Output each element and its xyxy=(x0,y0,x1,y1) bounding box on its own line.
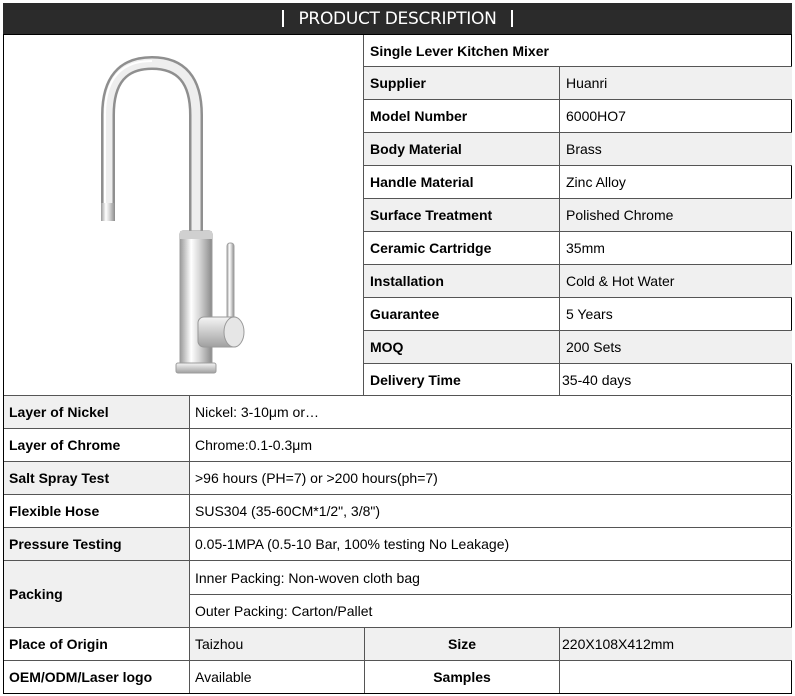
spec-value: Chrome:0.1-0.3μm xyxy=(195,437,312,453)
spec-value: 5 Years xyxy=(566,306,613,322)
spec-value: Zinc Alloy xyxy=(566,174,626,190)
packing-inner: Inner Packing: Non-woven cloth bag xyxy=(195,569,420,586)
grid-line xyxy=(4,395,792,396)
samples-label: Samples xyxy=(433,669,491,685)
spec-value: SUS304 (35-60CM*1/2", 3/8") xyxy=(195,503,381,519)
spec-label: Delivery Time xyxy=(370,372,461,388)
spec-label: Salt Spray Test xyxy=(4,462,189,494)
grid-line xyxy=(559,627,560,693)
spec-label: Body Material xyxy=(364,133,559,165)
spec-value: 0.05-1MPA (0.5-10 Bar, 100% testing No Leakage) xyxy=(195,536,510,552)
spec-label: MOQ xyxy=(364,331,559,363)
spec-label: Pressure Testing xyxy=(4,528,189,560)
header-bar-left xyxy=(282,10,284,27)
spec-label: Flexible Hose xyxy=(9,503,100,519)
spec-label: Handle Material xyxy=(370,174,474,190)
spec-value: Polished Chrome xyxy=(560,199,792,231)
packing-outer: Outer Packing: Carton/Pallet xyxy=(195,603,373,619)
spec-label: Installation xyxy=(364,265,559,297)
spec-value: Huanri xyxy=(560,67,792,99)
spec-value: 6000HO7 xyxy=(566,108,626,124)
oem-value: Available xyxy=(195,669,252,685)
grid-line xyxy=(4,627,792,628)
origin-value: Taizhou xyxy=(190,628,364,660)
spec-label: Ceramic Cartridge xyxy=(370,240,492,256)
spec-label: Supplier xyxy=(364,67,559,99)
spec-label: Surface Treatment xyxy=(364,199,559,231)
packing-label: Packing xyxy=(4,561,189,627)
samples-value xyxy=(560,661,792,693)
product-title: Single Lever Kitchen Mixer xyxy=(370,43,549,59)
product-image xyxy=(4,35,363,395)
spec-label: Layer of Nickel xyxy=(4,396,189,428)
spec-value: Brass xyxy=(560,133,792,165)
oem-label: OEM/ODM/Laser logo xyxy=(9,669,153,685)
grid-line xyxy=(4,660,792,661)
header-title: PRODUCT DESCRIPTION xyxy=(298,8,497,29)
spec-value: Cold & Hot Water xyxy=(560,265,792,297)
spec-value: 200 Sets xyxy=(560,331,792,363)
size-value: 220X108X412mm xyxy=(560,628,792,660)
spec-label: Layer of Chrome xyxy=(9,437,121,453)
grid-line xyxy=(189,395,190,693)
origin-label: Place of Origin xyxy=(9,636,108,652)
size-label: Size xyxy=(365,628,559,660)
page-header xyxy=(3,3,792,34)
kitchen-faucet-icon xyxy=(84,45,284,385)
grid-line xyxy=(559,67,560,395)
header-bar-right xyxy=(511,10,513,27)
spec-value: >96 hours (PH=7) or >200 hours(ph=7) xyxy=(195,470,438,486)
grid-line xyxy=(190,594,792,595)
spec-label: Model Number xyxy=(370,108,468,124)
spec-value: Nickel: 3-10μm or… xyxy=(195,404,319,420)
grid-line xyxy=(363,35,364,395)
spec-label: Guarantee xyxy=(370,306,440,322)
spec-value: 35-40 days xyxy=(562,372,632,388)
grid-line xyxy=(364,627,365,693)
spec-value: 35mm xyxy=(566,240,605,256)
